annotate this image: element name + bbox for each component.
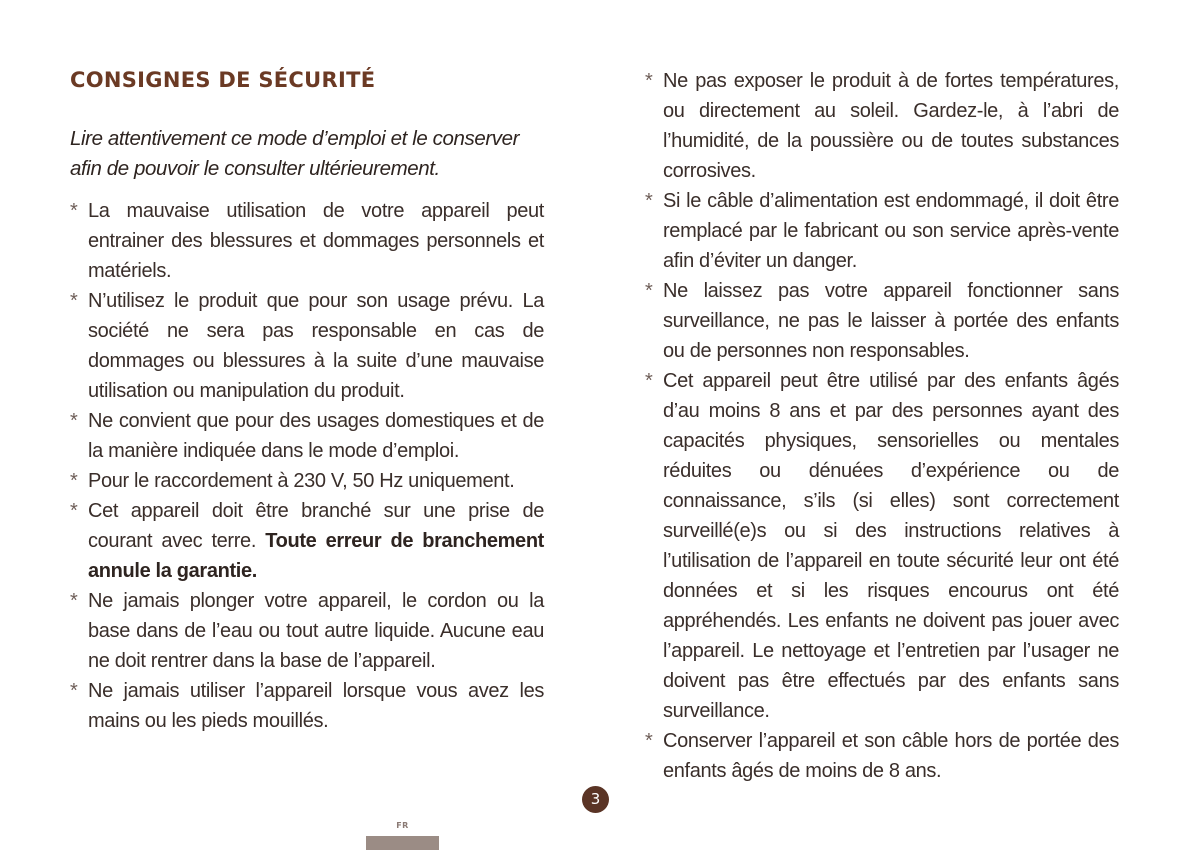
page-title: CONSIGNES DE SÉCURITÉ	[70, 68, 376, 92]
list-item-text: La mauvaise utilisation de votre appareil peut entrainer des blessures et dommages personnels et matériels.	[88, 200, 544, 282]
list-item	[70, 196, 544, 286]
list-item-text: Cet appareil doit être branché sur une prise de courant avec terre.	[88, 500, 544, 552]
left-column	[70, 66, 544, 736]
right-column	[645, 66, 1119, 786]
list-item	[645, 726, 1119, 786]
list-item-text: Pour le raccordement à 230 V, 50 Hz uniquement.	[88, 470, 515, 492]
warranty-warning: Toute erreur de branchement annule la garantie.	[88, 530, 544, 582]
asterisk-bullet-icon: *	[70, 680, 78, 702]
intro-text: Lire attentivement ce mode d’emploi et le conserver afin de pouvoir le consulter ultérieurement.	[70, 127, 520, 180]
list-item	[645, 276, 1119, 366]
asterisk-bullet-icon: *	[70, 500, 78, 522]
list-item	[645, 66, 1119, 186]
asterisk-bullet-icon: *	[645, 190, 653, 212]
language-label: FR	[396, 821, 409, 830]
list-item-text: Ne laissez pas votre appareil fonctionner sans surveillance, ne pas le laisser à portée des enfants ou de personnes non responsables.	[663, 280, 1119, 362]
list-item-text: N’utilisez le produit que pour son usage prévu. La société ne sera pas responsable en cas de dommages ou blessures à la suite d’une mauvaise utilisation ou manipulation du produit.	[88, 290, 544, 402]
list-item-text: Ne pas exposer le produit à de fortes températures, ou directement au soleil. Gardez-le, à l’abri de l’humidité, de la poussière ou de toutes substances corrosives.	[663, 70, 1119, 182]
list-item-text: Conserver l’appareil et son câble hors de portée des enfants âgés de moins de 8 ans.	[663, 730, 1119, 782]
list-item	[70, 676, 544, 736]
list-item	[70, 406, 544, 466]
asterisk-bullet-icon: *	[70, 200, 78, 222]
list-item	[645, 366, 1119, 726]
list-item	[70, 286, 544, 406]
page-number-badge: 3	[582, 786, 609, 813]
list-item	[70, 496, 544, 586]
language-tab-bar	[366, 836, 439, 850]
list-item	[70, 466, 544, 496]
list-item-text: Ne jamais plonger votre appareil, le cordon ou la base dans de l’eau ou tout autre liquide. Aucune eau ne doit rentrer dans la base de l’appareil.	[88, 590, 544, 672]
list-item-text: Cet appareil peut être utilisé par des enfants âgés d’au moins 8 ans et par des personnes ayant des capacités physiques, sensorielles ou mentales réduites ou dénuées d’expérience ou de connaissance, s’ils (si elles) sont correctement surveillé(e)s ou si des instructions relatives à l’utilisation de l’appareil en toute sécurité leur ont été données et si les risques encourus ont été appréhendés. Les enfants ne doivent pas jouer avec l’appareil. Le nettoyage et l’entretien par l’usager ne doivent pas être effectués par des enfants sans surveillance.	[663, 370, 1119, 722]
safety-list-left	[70, 196, 544, 736]
asterisk-bullet-icon: *	[645, 70, 653, 92]
asterisk-bullet-icon: *	[70, 470, 78, 492]
list-item-text: Si le câble d’alimentation est endommagé, il doit être remplacé par le fabricant ou son service après-vente afin d’éviter un danger.	[663, 190, 1119, 272]
list-item-text: Ne convient que pour des usages domestiques et de la manière indiquée dans le mode d’emploi.	[88, 410, 544, 462]
asterisk-bullet-icon: *	[645, 370, 653, 392]
asterisk-bullet-icon: *	[645, 730, 653, 752]
asterisk-bullet-icon: *	[645, 280, 653, 302]
asterisk-bullet-icon: *	[70, 290, 78, 312]
list-item	[70, 586, 544, 676]
safety-list-right	[645, 66, 1119, 786]
asterisk-bullet-icon: *	[70, 590, 78, 612]
list-item	[645, 186, 1119, 276]
asterisk-bullet-icon: *	[70, 410, 78, 432]
list-item-text: Ne jamais utiliser l’appareil lorsque vous avez les mains ou les pieds mouillés.	[88, 680, 544, 732]
